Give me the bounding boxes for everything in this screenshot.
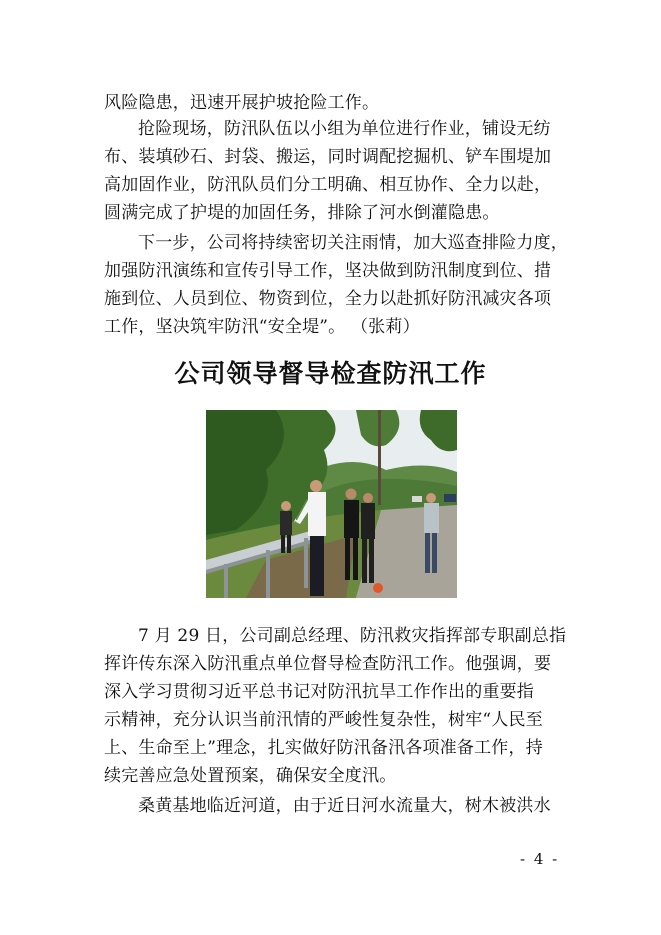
text-line: 布、装填砂石、封袋、搬运，同时调配挖掘机、铲车围堤加 — [104, 147, 552, 167]
text-line: 抢险现场，防汛队伍以小组为单位进行作业，铺设无纺 — [138, 119, 551, 139]
text-line: 示精神，充分认识当前汛情的严峻性复杂性，树牢“人民至 — [104, 710, 543, 730]
text-line: 下一步，公司将持续密切关注雨情，加大巡查排险力度， — [138, 233, 568, 253]
text-line: 上、生命至上”理念，扎实做好防汛备汛各项准备工作，持 — [104, 738, 543, 758]
text-line: 挥许传东深入防汛重点单位督导检查防汛工作。他强调，要 — [104, 654, 552, 674]
text-line: 工作，坚决筑牢防汛“安全堤”。 （张莉） — [104, 317, 420, 337]
text-line: 施到位、人员到位、物资到位，全力以赴抓好防汛减灾各项 — [104, 289, 552, 309]
inspection-photo — [206, 410, 457, 598]
page-number: - 4 - — [520, 850, 560, 868]
text-line: 桑黄基地临近河道，由于近日河水流量大，树木被洪水 — [138, 796, 551, 816]
text-line: 圆满完成了护堤的加固任务，排除了河水倒灌隐患。 — [104, 203, 500, 223]
text-line: 7 月 29 日，公司副总经理、防汛救灾指挥部专职副总指 — [138, 626, 567, 646]
article-title: 公司领导督导检查防汛工作 — [174, 359, 487, 388]
text-line: 加强防汛演练和宣传引导工作，坚决做到防汛制度到位、措 — [104, 261, 552, 281]
text-line: 风险隐患，迅速开展护坡抢险工作。 — [104, 93, 380, 113]
text-line: 高加固作业，防汛队员们分工明确、相互协作、全力以赴， — [104, 175, 552, 195]
text-line: 深入学习贯彻习近平总书记对防汛抗旱工作作出的重要指 — [104, 682, 534, 702]
text-line: 续完善应急处置预案，确保安全度汛。 — [104, 766, 397, 786]
